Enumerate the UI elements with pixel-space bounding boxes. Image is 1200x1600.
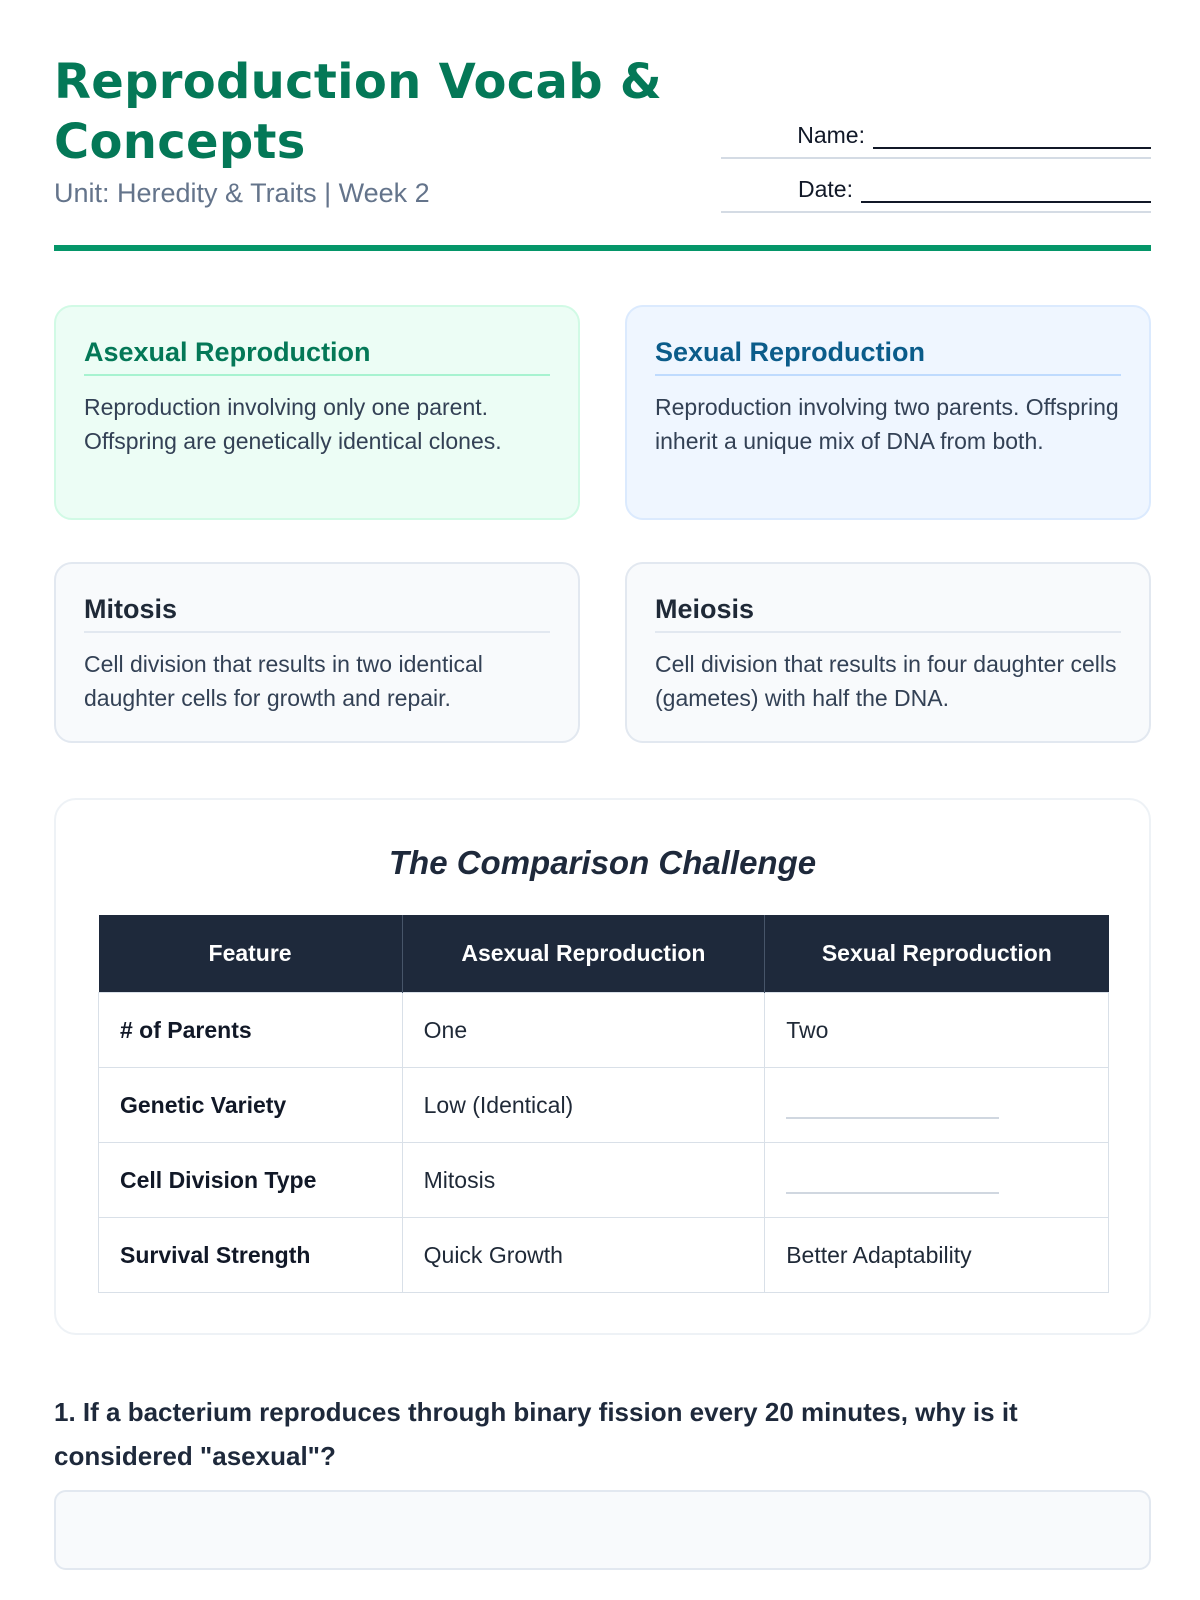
name-blank[interactable] [873, 129, 1151, 149]
comparison-table [98, 915, 1109, 1293]
card-meiosis [625, 562, 1151, 743]
page-title: Reproduction Vocab & Concepts [54, 54, 663, 170]
card-title: Asexual Reproduction [84, 337, 550, 376]
card-sexual-reproduction [625, 305, 1151, 520]
asexual-cell: Low (Identical) [402, 1068, 765, 1143]
feature-cell: Cell Division Type [99, 1143, 403, 1218]
sexual-answer-cell[interactable] [765, 1143, 1109, 1218]
sexual-cell: Better Adaptability [765, 1218, 1109, 1293]
column-header-asexual: Asexual Reproduction [402, 915, 765, 993]
asexual-cell: Quick Growth [402, 1218, 765, 1293]
card-text: Cell division that results in four daughter cells (gametes) with half the DNA. [655, 651, 1117, 711]
name-field[interactable] [721, 116, 1151, 159]
card-text: Reproduction involving two parents. Offspring inherit a unique mix of DNA from both. [655, 394, 1119, 454]
column-header-feature: Feature [99, 915, 403, 993]
date-label: Date: [798, 176, 853, 202]
card-title: Mitosis [84, 594, 550, 633]
column-header-sexual: Sexual Reproduction [765, 915, 1109, 993]
card-text: Reproduction involving only one parent. Offspring are genetically identical clones. [84, 394, 502, 454]
asexual-cell: One [402, 993, 765, 1068]
sexual-answer-cell[interactable] [765, 1068, 1109, 1143]
table-header-row [99, 915, 1109, 993]
date-blank[interactable] [861, 183, 1151, 203]
header [54, 0, 1151, 252]
name-label: Name: [797, 122, 865, 148]
card-mitosis [54, 562, 580, 743]
table-row [99, 1068, 1109, 1143]
feature-cell: # of Parents [99, 993, 403, 1068]
comparison-section [54, 798, 1151, 1335]
asexual-cell: Mitosis [402, 1143, 765, 1218]
table-row [99, 1218, 1109, 1293]
answer-blank[interactable] [786, 1091, 999, 1119]
student-fields [721, 116, 1151, 224]
card-title: Sexual Reproduction [655, 337, 1121, 376]
card-text: Cell division that results in two identical daughter cells for growth and repair. [84, 651, 483, 711]
question-1: 1. If a bacterium reproduces through binary fission every 20 minutes, why is it considered "asexual"? [54, 1397, 1018, 1471]
header-divider [54, 245, 1151, 251]
table-row [99, 993, 1109, 1068]
table-row [99, 1143, 1109, 1218]
answer-box[interactable] [54, 1490, 1151, 1570]
date-field[interactable] [721, 170, 1151, 213]
worksheet [54, 0, 1151, 1471]
card-title: Meiosis [655, 594, 1121, 633]
answer-blank[interactable] [786, 1166, 999, 1194]
feature-cell: Genetic Variety [99, 1068, 403, 1143]
card-asexual-reproduction [54, 305, 580, 520]
sexual-cell: Two [765, 993, 1109, 1068]
comparison-title: The Comparison Challenge [388, 844, 817, 881]
feature-cell: Survival Strength [99, 1218, 403, 1293]
page-subtitle: Unit: Heredity & Traits | Week 2 [54, 178, 430, 208]
